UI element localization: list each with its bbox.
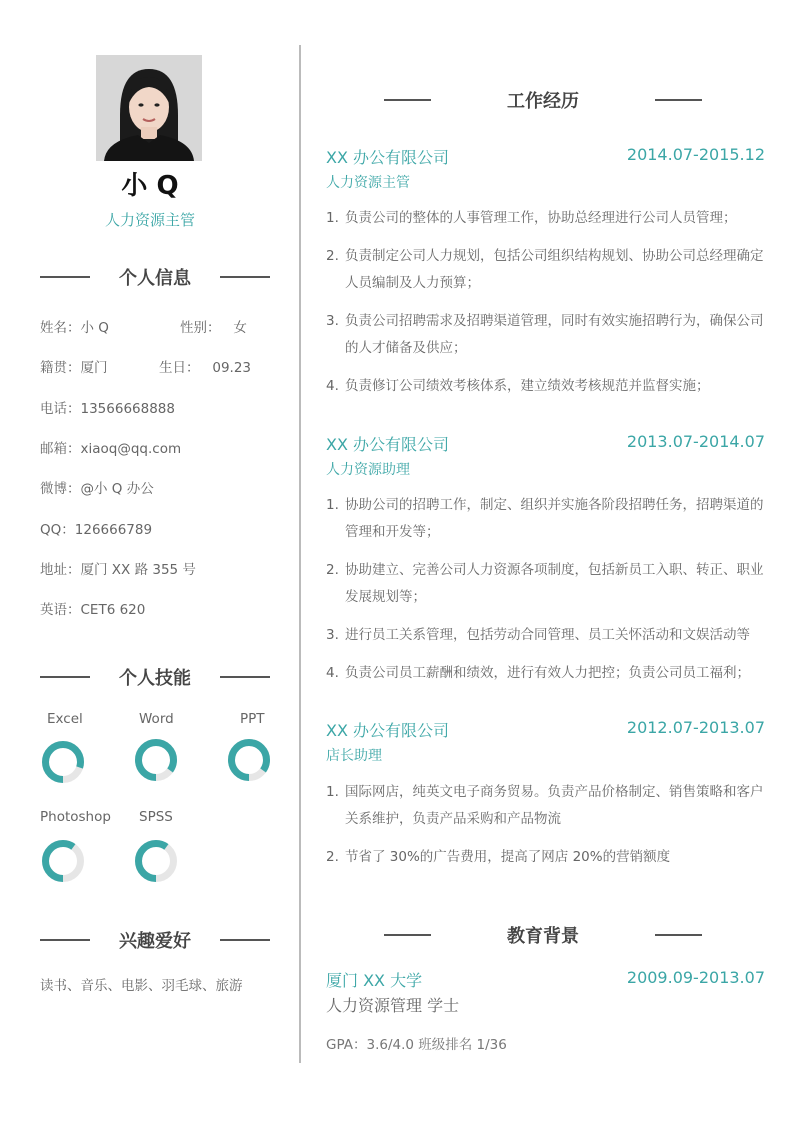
- info-row-name-gender: [40, 316, 109, 336]
- duty-text: 节省了 30%的广告费用，提高了网店 20%的营销额度: [345, 849, 671, 865]
- duty-number: 4.: [326, 378, 339, 394]
- info-value-qq: 126666789: [74, 522, 153, 538]
- section-title-personal-info: [40, 264, 270, 290]
- job-duty: [326, 779, 766, 833]
- skill-ring-spss: [132, 837, 180, 885]
- hobbies-text: 读书、音乐、电影、羽毛球、旅游: [40, 978, 243, 994]
- education-major: 人力资源管理 学士: [326, 996, 460, 1015]
- job-duty: [326, 243, 766, 297]
- title-line-left: [40, 676, 90, 678]
- job-dates: 2014.07-2015.12: [626, 145, 765, 164]
- duty-text: 负责公司员工薪酬和绩效，进行有效人力把控；负责公司员工福利；: [345, 665, 750, 681]
- section-title-text: 个人技能: [119, 668, 191, 689]
- section-title-text: 兴趣爱好: [119, 931, 191, 952]
- skill-name-photoshop: Photoshop: [40, 809, 111, 825]
- info-label-address: 地址：: [40, 562, 81, 578]
- education-dates: 2009.09-2013.07: [626, 968, 765, 987]
- duty-text: 协助建立、完善公司人力资源各项制度，包括新员工入职、转正、职业发展规划等；: [345, 562, 764, 605]
- skill-ring-word: [132, 736, 180, 784]
- info-value-english: CET6 620: [80, 602, 146, 618]
- info-value-name: 小 Q: [80, 320, 109, 336]
- duty-text: 负责公司的整体的人事管理工作，协助总经理进行公司人员管理；: [345, 210, 737, 226]
- section-title-hobbies: [40, 927, 270, 953]
- job-position: 人力资源主管: [326, 175, 410, 191]
- skill-name-excel: Excel: [47, 711, 83, 727]
- section-title-work: [384, 87, 702, 113]
- duty-number: 2.: [326, 849, 339, 865]
- info-row-weibo: [40, 477, 154, 497]
- skill-ring-ppt: [225, 736, 273, 784]
- info-value-phone: 13566668888: [80, 401, 175, 417]
- job-duty: [326, 492, 766, 546]
- info-row-phone: [40, 397, 175, 417]
- title-line-right: [220, 276, 270, 278]
- duty-number: 2.: [326, 248, 339, 264]
- info-row-origin: [40, 356, 108, 376]
- job-duty: [326, 660, 766, 687]
- duty-text: 国际网店，纯英文电子商务贸易。负责产品价格制定、销售策略和客户关系维护，负责产品采购和产品物流: [345, 784, 764, 827]
- section-title-education: [384, 922, 702, 948]
- duty-number: 3.: [326, 627, 339, 643]
- info-value-birthday: 09.23: [212, 360, 252, 376]
- title-line-left: [384, 934, 431, 936]
- info-label-email: 邮箱：: [40, 441, 81, 457]
- education-school: 厦门 XX 大学: [326, 971, 423, 990]
- info-row-gender: [180, 316, 247, 336]
- info-label-english: 英语：: [40, 602, 81, 618]
- job-company: XX 办公有限公司: [326, 435, 450, 454]
- title-line-right: [220, 676, 270, 678]
- job-duty: [326, 373, 766, 400]
- job-dates: 2012.07-2013.07: [626, 718, 765, 737]
- job-duty: [326, 557, 766, 611]
- info-value-origin: 厦门: [80, 360, 108, 376]
- info-label-name: 姓名：: [40, 320, 81, 336]
- title-line-left: [384, 99, 431, 101]
- info-row-qq: [40, 518, 152, 538]
- education-gpa: GPA：3.6/4.0 班级排名 1/36: [326, 1037, 507, 1053]
- duty-text: 协助公司的招聘工作，制定、组织并实施各阶段招聘任务，招聘渠道的管理和开发等；: [345, 497, 764, 540]
- skill-name-word: Word: [139, 711, 174, 727]
- duty-text: 负责公司招聘需求及招聘渠道管理，同时有效实施招聘行为，确保公司的人才储备及供应；: [345, 313, 764, 356]
- info-label-birthday: 生日：: [159, 360, 200, 376]
- info-label-weibo: 微博：: [40, 481, 81, 497]
- info-label-phone: 电话：: [40, 401, 81, 417]
- column-divider: [299, 45, 301, 1063]
- section-title-text: 个人信息: [119, 268, 191, 289]
- profile-photo: [96, 55, 202, 161]
- duty-text: 进行员工关系管理，包括劳动合同管理、员工关怀活动和文娱活动等: [345, 627, 750, 643]
- profile-name: 小 Q: [121, 171, 179, 201]
- info-value-address: 厦门 XX 路 355 号: [80, 562, 196, 578]
- title-line-left: [40, 939, 90, 941]
- duty-number: 1.: [326, 210, 339, 226]
- info-value-email: xiaoq@qq.com: [80, 441, 182, 457]
- job-duty: [326, 205, 766, 232]
- skill-name-ppt: PPT: [240, 711, 265, 727]
- title-line-right: [655, 99, 702, 101]
- duty-text: 负责修订公司绩效考核体系，建立绩效考核规范并监督实施；: [345, 378, 710, 394]
- duty-number: 3.: [326, 313, 339, 329]
- title-line-right: [655, 934, 702, 936]
- job-company: XX 办公有限公司: [326, 148, 450, 167]
- info-row-birthday: [159, 356, 251, 376]
- job-position: 店长助理: [326, 748, 382, 764]
- section-title-skills: [40, 664, 270, 690]
- info-row-email: [40, 437, 181, 457]
- job-position: 人力资源助理: [326, 462, 410, 478]
- info-value-weibo: @小 Q 办公: [80, 481, 154, 497]
- info-label-origin: 籍贯：: [40, 360, 81, 376]
- job-duty: [326, 308, 766, 362]
- profile-role: 人力资源主管: [104, 211, 195, 229]
- info-row-address: [40, 558, 196, 578]
- duty-number: 2.: [326, 562, 339, 578]
- duty-number: 1.: [326, 784, 339, 800]
- info-value-gender: 女: [233, 320, 247, 336]
- job-duty: [326, 844, 766, 871]
- skill-ring-photoshop: [39, 837, 87, 885]
- info-row-english: [40, 598, 145, 618]
- title-line-right: [220, 939, 270, 941]
- skill-name-spss: SPSS: [139, 809, 173, 825]
- duty-text: 负责制定公司人力规划，包括公司组织结构规划、协助公司总经理确定人员编制及人力预算；: [345, 248, 764, 291]
- info-label-gender: 性别：: [180, 320, 221, 336]
- job-dates: 2013.07-2014.07: [626, 432, 765, 451]
- job-company: XX 办公有限公司: [326, 721, 450, 740]
- skill-ring-excel: [39, 738, 87, 786]
- duty-number: 4.: [326, 665, 339, 681]
- section-title-text: 教育背景: [507, 926, 579, 947]
- job-duty: [326, 622, 766, 649]
- section-title-text: 工作经历: [507, 91, 579, 112]
- info-label-qq: QQ：: [40, 522, 75, 538]
- title-line-left: [40, 276, 90, 278]
- duty-number: 1.: [326, 497, 339, 513]
